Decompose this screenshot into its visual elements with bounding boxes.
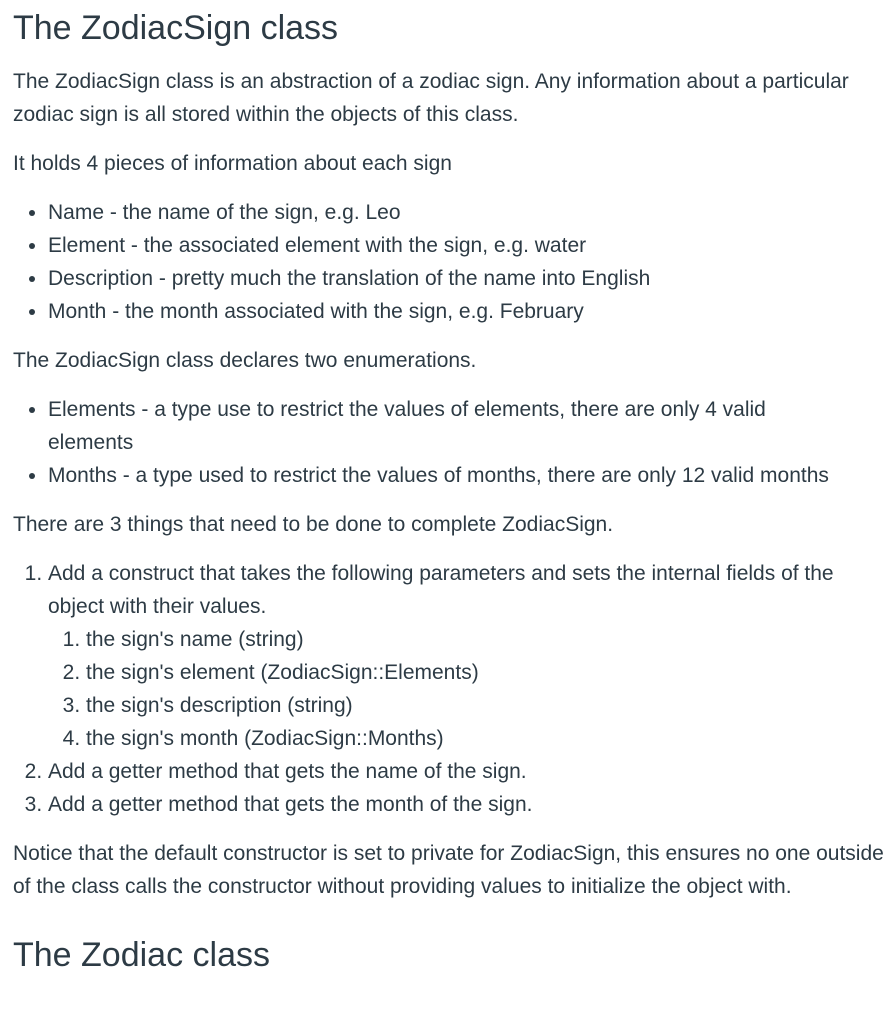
list-item-month: • Month - the month associated with the sign, e.g. February [48, 295, 885, 328]
param-item-month: 4. the sign's month (ZodiacSign::Months) [86, 722, 885, 755]
list-item-months-enum: • Months - a type used to restrict the values of months, there are only 12 valid months [48, 459, 885, 492]
section-title-zodiac: The Zodiac class [13, 936, 270, 974]
todo-item-constructor [48, 557, 885, 755]
page-title: The ZodiacSign class [13, 9, 339, 47]
todo-list [13, 557, 885, 821]
list-item-elements-enum: • Elements - a type use to restrict the values of elements, there are only 4 valid elements [48, 393, 845, 459]
list-item-element: • Element - the associated element with the sign, e.g. water [48, 229, 885, 262]
param-item-element: 2. the sign's element (ZodiacSign::Elements) [86, 656, 885, 689]
param-item-name: 1. the sign's name (string) [86, 623, 885, 656]
notice-paragraph: Notice that the default constructor is set to private for ZodiacSign, this ensures no one outside of the class calls the constructor without providing values to initialize the object with. [13, 842, 884, 898]
enums-list [13, 393, 885, 492]
enums-intro-paragraph: The ZodiacSign class declares two enumerations. [13, 349, 477, 372]
holds-paragraph: It holds 4 pieces of information about each sign [13, 152, 452, 175]
constructor-params-list [48, 623, 885, 755]
todo-item-name-getter: 2. Add a getter method that gets the name of the sign. [48, 755, 885, 788]
todo-item-constructor-text: Add a construct that takes the following parameters and sets the internal fields of the object with their values. [48, 562, 834, 618]
list-item-description: • Description - pretty much the translation of the name into English [48, 262, 885, 295]
intro-paragraph: The ZodiacSign class is an abstraction of a zodiac sign. Any information about a particular zodiac sign is all stored within the objects of this class. [13, 70, 849, 126]
todo-item-month-getter: 3. Add a getter method that gets the month of the sign. [48, 788, 885, 821]
param-item-description: 3. the sign's description (string) [86, 689, 885, 722]
list-item-name: • Name - the name of the sign, e.g. Leo [48, 196, 885, 229]
fields-list [13, 196, 885, 328]
todo-intro-paragraph: There are 3 things that need to be done to complete ZodiacSign. [13, 513, 614, 536]
